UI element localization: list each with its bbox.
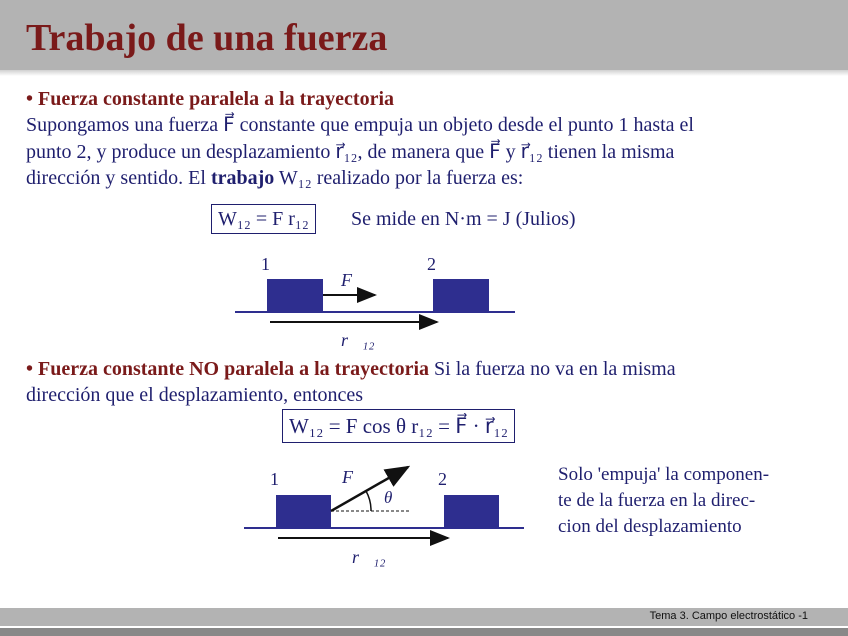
section1-line3-bold: trabajo (210, 167, 275, 189)
block-point2 (444, 495, 499, 528)
section1-line3-suffix: W₁₂ realizado por la fuerza es: (274, 167, 524, 189)
units-note: Se mide en N·m = J (Julios) (351, 208, 576, 230)
work-formula-parallel: W₁₂ = F r₁₂ (211, 204, 316, 234)
label-force: F⃗ (342, 467, 367, 487)
label-point2: 2 (438, 469, 447, 489)
label-point2: 2 (427, 254, 436, 274)
section2-line1 (26, 356, 676, 382)
block-point2 (433, 279, 489, 312)
section1-line3 (26, 165, 523, 191)
section1-line2: punto 2, y produce un desplazamiento r⃗₁₂, de manera que F⃗ y r⃗₁₂ tienen la misma (26, 141, 675, 163)
label-displacement: r⃗₁₂ (341, 330, 375, 350)
block-point1 (276, 495, 331, 528)
header-shadow (0, 70, 848, 76)
side-note-line1: Solo 'empuja' la componen- (558, 464, 770, 485)
label-angle: θ (384, 488, 393, 507)
work-formula-angle: W₁₂ = F cos θ r₁₂ = F⃗ · r⃗₁₂ (282, 409, 515, 443)
section1-line3-prefix: dirección y sentido. El (26, 167, 211, 189)
section1-heading: • Fuerza constante paralela a la trayectoria (26, 88, 395, 110)
page-title: Trabajo de una fuerza (26, 17, 388, 59)
section2-heading: • Fuerza constante NO paralela a la trayectoria (26, 358, 430, 380)
label-force: F⃗ (341, 270, 366, 290)
section1-line1: Supongamos una fuerza F⃗ constante que empuja un objeto desde el punto 1 hasta el (26, 114, 694, 136)
label-displacement: r⃗₁₂ (352, 547, 386, 567)
block-point1 (267, 279, 323, 312)
section2-line1-suffix: Si la fuerza no va en la misma (429, 358, 676, 380)
angle-arc (366, 491, 371, 511)
diagram-angled-force (236, 455, 536, 570)
side-note-line2: te de la fuerza en la direc- (558, 490, 756, 511)
footer-line (0, 628, 848, 636)
side-note-line3: cion del desplazamiento (558, 516, 742, 537)
section2-line2: dirección que el desplazamiento, entonces (26, 384, 364, 406)
label-point1: 1 (270, 469, 279, 489)
label-point1: 1 (261, 254, 270, 274)
diagram-parallel-force (225, 250, 525, 355)
footer-text: Tema 3. Campo electrostático -1 (649, 610, 808, 622)
